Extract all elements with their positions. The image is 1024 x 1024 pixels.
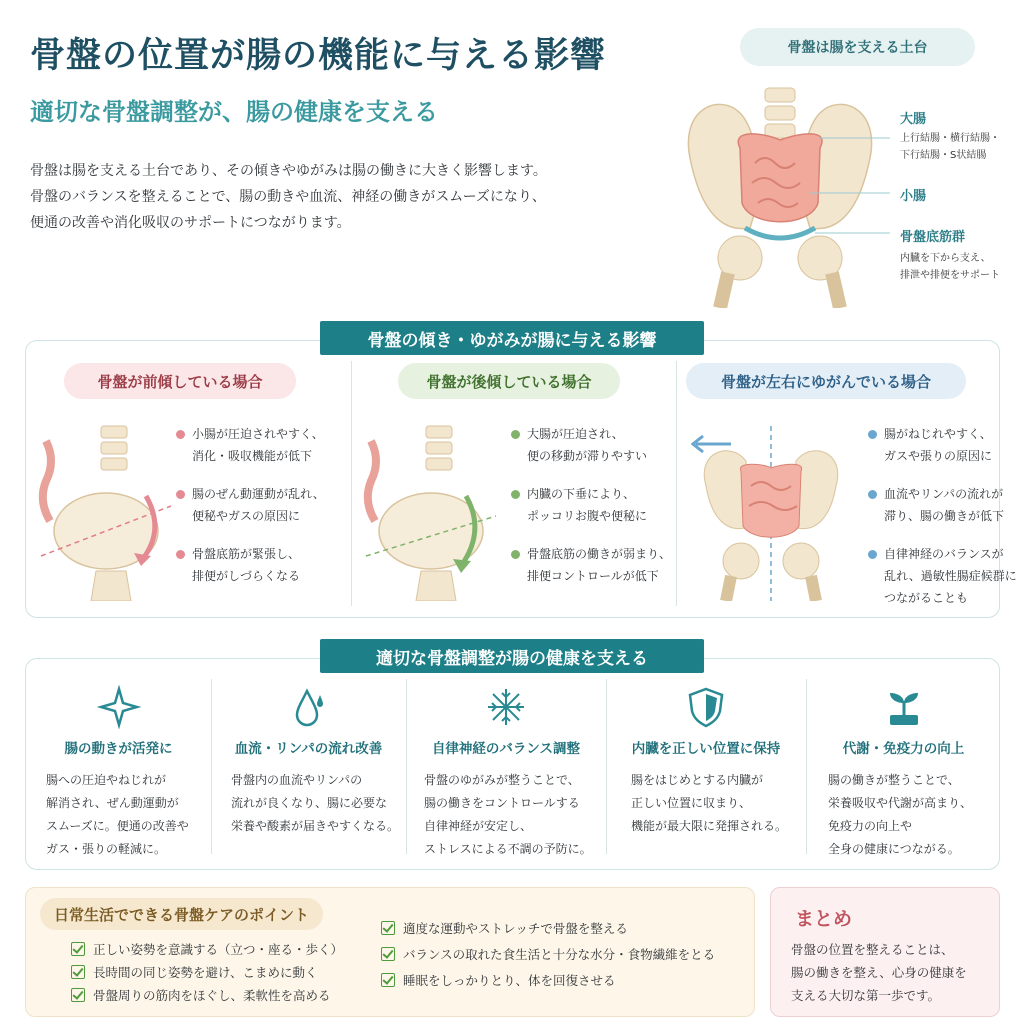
bullet-dot-icon: [511, 430, 520, 439]
bullet-line: 便秘やガスの原因に: [192, 509, 301, 523]
check-icon: [71, 965, 85, 979]
summary-line: 支える大切な第一歩です。: [791, 988, 941, 1003]
hero-pill: 骨盤は腸を支える土台: [740, 28, 975, 66]
summary-title: まとめ: [795, 908, 853, 930]
lateral-shift-illustration-icon: [691, 426, 851, 601]
checklist-item: [71, 941, 343, 959]
checklist-item: [71, 964, 318, 982]
hero-label-small-intestine: 小腸: [900, 189, 927, 204]
bullet-dot-icon: [868, 430, 877, 439]
hero-sub-line: 排泄や排便をサポート: [900, 270, 1000, 281]
bullet-dot-icon: [176, 490, 185, 499]
benefit-line: 免疫力の向上や: [828, 819, 913, 833]
intro-text: [30, 158, 630, 236]
effect-title: 骨盤が後傾している場合: [398, 363, 620, 399]
bullet-dot-icon: [511, 550, 520, 559]
bullet-line: 腸のぜん動運動が乱れ、: [192, 487, 325, 501]
benefit-line: 腸への圧迫やねじれが: [46, 773, 167, 787]
benefit-line: 正しい位置に収まり、: [631, 796, 752, 810]
benefit-text: [424, 769, 592, 861]
benefit-line: 自律神経が安定し、: [424, 819, 533, 833]
benefit-item: [211, 659, 406, 869]
checklist-item: [381, 972, 616, 990]
effect-column-posterior: [351, 341, 676, 611]
intro-line: 骨盤は腸を支える土台であり、その傾きやゆがみは腸の働きに大きく影響します。: [30, 163, 547, 179]
checklist-text: バランスの取れた食生活と十分な水分・食物繊維をとる: [403, 947, 716, 962]
benefit-line: 骨盤内の血流やリンパの: [231, 773, 363, 787]
nerve-icon: [484, 685, 528, 729]
page-subtitle: 適切な骨盤調整が、腸の健康を支える: [30, 98, 438, 126]
effect-bullet: [511, 543, 671, 587]
hero-sub: [900, 130, 1000, 164]
benefit-line: 栄養吸収や代謝が高まり、: [828, 796, 973, 810]
hero-label-pelvic-floor: 骨盤底筋群: [900, 230, 966, 245]
checklist-text: 長時間の同じ姿勢を避け、こまめに動く: [93, 965, 318, 980]
benefit-title: 自律神経のバランス調整: [431, 741, 581, 757]
shield-icon: [684, 685, 728, 729]
page-title: 骨盤の位置が腸の機能に与える影響: [30, 36, 607, 76]
benefit-item: [406, 659, 606, 869]
pelvis-illustration-icon: [670, 68, 890, 308]
hero-sub: [900, 250, 1000, 284]
posterior-tilt-illustration-icon: [361, 421, 501, 601]
bullet-line: 骨盤底筋の働きが弱まり、: [527, 547, 672, 561]
daily-care-title: 日常生活でできる骨盤ケアのポイント: [40, 898, 323, 930]
summary-text: [791, 938, 967, 1007]
benefit-line: 栄養や酸素が届きやすくなる。: [231, 819, 400, 833]
benefit-text: [46, 769, 189, 861]
hero-sub-line: 下行結腸・S状結腸: [900, 150, 987, 161]
effect-column-anterior: [26, 341, 351, 611]
benefit-line: スムーズに。便通の改善や: [46, 819, 189, 833]
bullet-line: 骨盤底筋が緊張し、: [192, 547, 301, 561]
daily-care-box: [25, 887, 755, 1017]
effect-title: 骨盤が左右にゆがんでいる場合: [686, 363, 966, 399]
benefit-item: [806, 659, 1001, 869]
effects-panel: [25, 340, 1017, 618]
effect-bullet: [176, 483, 325, 527]
bullet-line: ガスや張りの原因に: [884, 449, 993, 463]
bullet-line: 腸がねじれやすく、: [884, 427, 992, 441]
pelvis-hero: [670, 28, 1010, 298]
benefit-text: [828, 769, 972, 861]
benefit-line: 腸の働きが整うことで、: [828, 773, 960, 787]
summary-box: [770, 887, 1000, 1017]
bullet-line: 血流やリンパの流れが: [884, 487, 1004, 501]
benefit-item: [606, 659, 806, 869]
sparkle-icon: [97, 685, 141, 729]
bullet-line: 乱れ、過敏性腸症候群に: [884, 569, 1017, 583]
bullet-line: 内臓の下垂により、: [527, 487, 636, 501]
benefit-line: 腸をはじめとする内臓が: [631, 773, 764, 787]
checklist-text: 骨盤周りの筋肉をほぐし、柔軟性を高める: [93, 988, 331, 1003]
summary-line: 骨盤の位置を整えることは、: [791, 942, 954, 957]
bullet-line: 滞り、腸の働きが低下: [884, 509, 1005, 523]
benefit-text: [231, 769, 399, 838]
checklist-text: 睡眠をしっかりとり、体を回復させる: [403, 973, 616, 988]
sprout-icon: [882, 685, 926, 729]
bullet-line: 小腸が圧迫されやすく、: [192, 427, 324, 441]
bullet-dot-icon: [868, 490, 877, 499]
bullet-line: 便の移動が滞りやすい: [527, 449, 648, 463]
effect-bullet: [511, 483, 647, 527]
benefit-line: 機能が最大限に発揮される。: [631, 819, 788, 833]
check-icon: [381, 947, 395, 961]
benefit-line: 骨盤のゆがみが整うことで、: [424, 773, 580, 787]
benefit-text: [631, 769, 787, 838]
benefits-panel: [25, 658, 1000, 870]
bullet-line: 消化・吸収機能が低下: [192, 449, 313, 463]
benefit-item: [26, 659, 211, 869]
water-drop-icon: [287, 685, 331, 729]
bullet-dot-icon: [176, 550, 185, 559]
effect-bullet: [176, 423, 324, 467]
bullet-line: 排便がしづらくなる: [192, 569, 301, 583]
benefit-line: 解消され、ぜん動運動が: [46, 796, 179, 810]
check-icon: [71, 942, 85, 956]
benefit-line: 流れが良くなり、腸に必要な: [231, 796, 388, 810]
effect-bullet: [511, 423, 647, 467]
effect-title: 骨盤が前傾している場合: [64, 363, 296, 399]
effect-bullet: [176, 543, 300, 587]
benefits-band-title: 適切な骨盤調整が腸の健康を支える: [320, 639, 704, 673]
intro-line: 骨盤のバランスを整えることで、腸の動きや血流、神経の働きがスムーズになり、: [30, 189, 546, 205]
bullet-dot-icon: [176, 430, 185, 439]
effect-bullet: [868, 483, 1004, 527]
intro-line: 便通の改善や消化吸収のサポートにつながります。: [30, 215, 351, 231]
check-icon: [71, 988, 85, 1002]
benefit-title: 血流・リンパの流れ改善: [234, 741, 383, 757]
hero-label-large-intestine: 大腸: [900, 112, 927, 127]
checklist-text: 適度な運動やストレッチで骨盤を整える: [403, 921, 628, 936]
effect-bullet: [868, 543, 1017, 609]
benefit-line: ストレスによる不調の予防に。: [424, 842, 592, 856]
bullet-line: 自律神経のバランスが: [884, 547, 1004, 561]
effect-column-lateral: [676, 341, 1017, 611]
hero-sub-line: 内臓を下から支え、: [900, 253, 991, 264]
check-icon: [381, 973, 395, 987]
benefit-title: 代謝・免疫力の向上: [842, 741, 965, 757]
summary-line: 腸の働きを整え、心身の健康を: [791, 965, 967, 980]
hero-sub-line: 上行結腸・横行結腸・: [900, 133, 1000, 144]
bullet-line: つながることも: [884, 591, 969, 605]
bullet-dot-icon: [511, 490, 520, 499]
benefit-title: 内臓を正しい位置に保持: [631, 741, 781, 757]
anterior-tilt-illustration-icon: [36, 421, 176, 601]
bullet-line: 排便コントロールが低下: [527, 569, 659, 583]
benefit-title: 腸の動きが活発に: [64, 741, 173, 757]
checklist-item: [381, 920, 628, 938]
checklist-text: 正しい姿勢を意識する（立つ・座る・歩く）: [93, 942, 344, 957]
bullet-line: ポッコリお腹や便秘に: [527, 509, 648, 523]
effects-band-title: 骨盤の傾き・ゆがみが腸に与える影響: [320, 321, 704, 355]
checklist-item: [381, 946, 715, 964]
bullet-dot-icon: [868, 550, 877, 559]
effect-bullet: [868, 423, 992, 467]
benefit-line: 腸の働きをコントロールする: [424, 796, 580, 810]
check-icon: [381, 921, 395, 935]
checklist-item: [71, 987, 331, 1005]
benefit-line: 全身の健康につながる。: [828, 842, 960, 856]
benefit-line: ガス・張りの軽減に。: [46, 842, 167, 856]
bullet-line: 大腸が圧迫され、: [527, 427, 624, 441]
